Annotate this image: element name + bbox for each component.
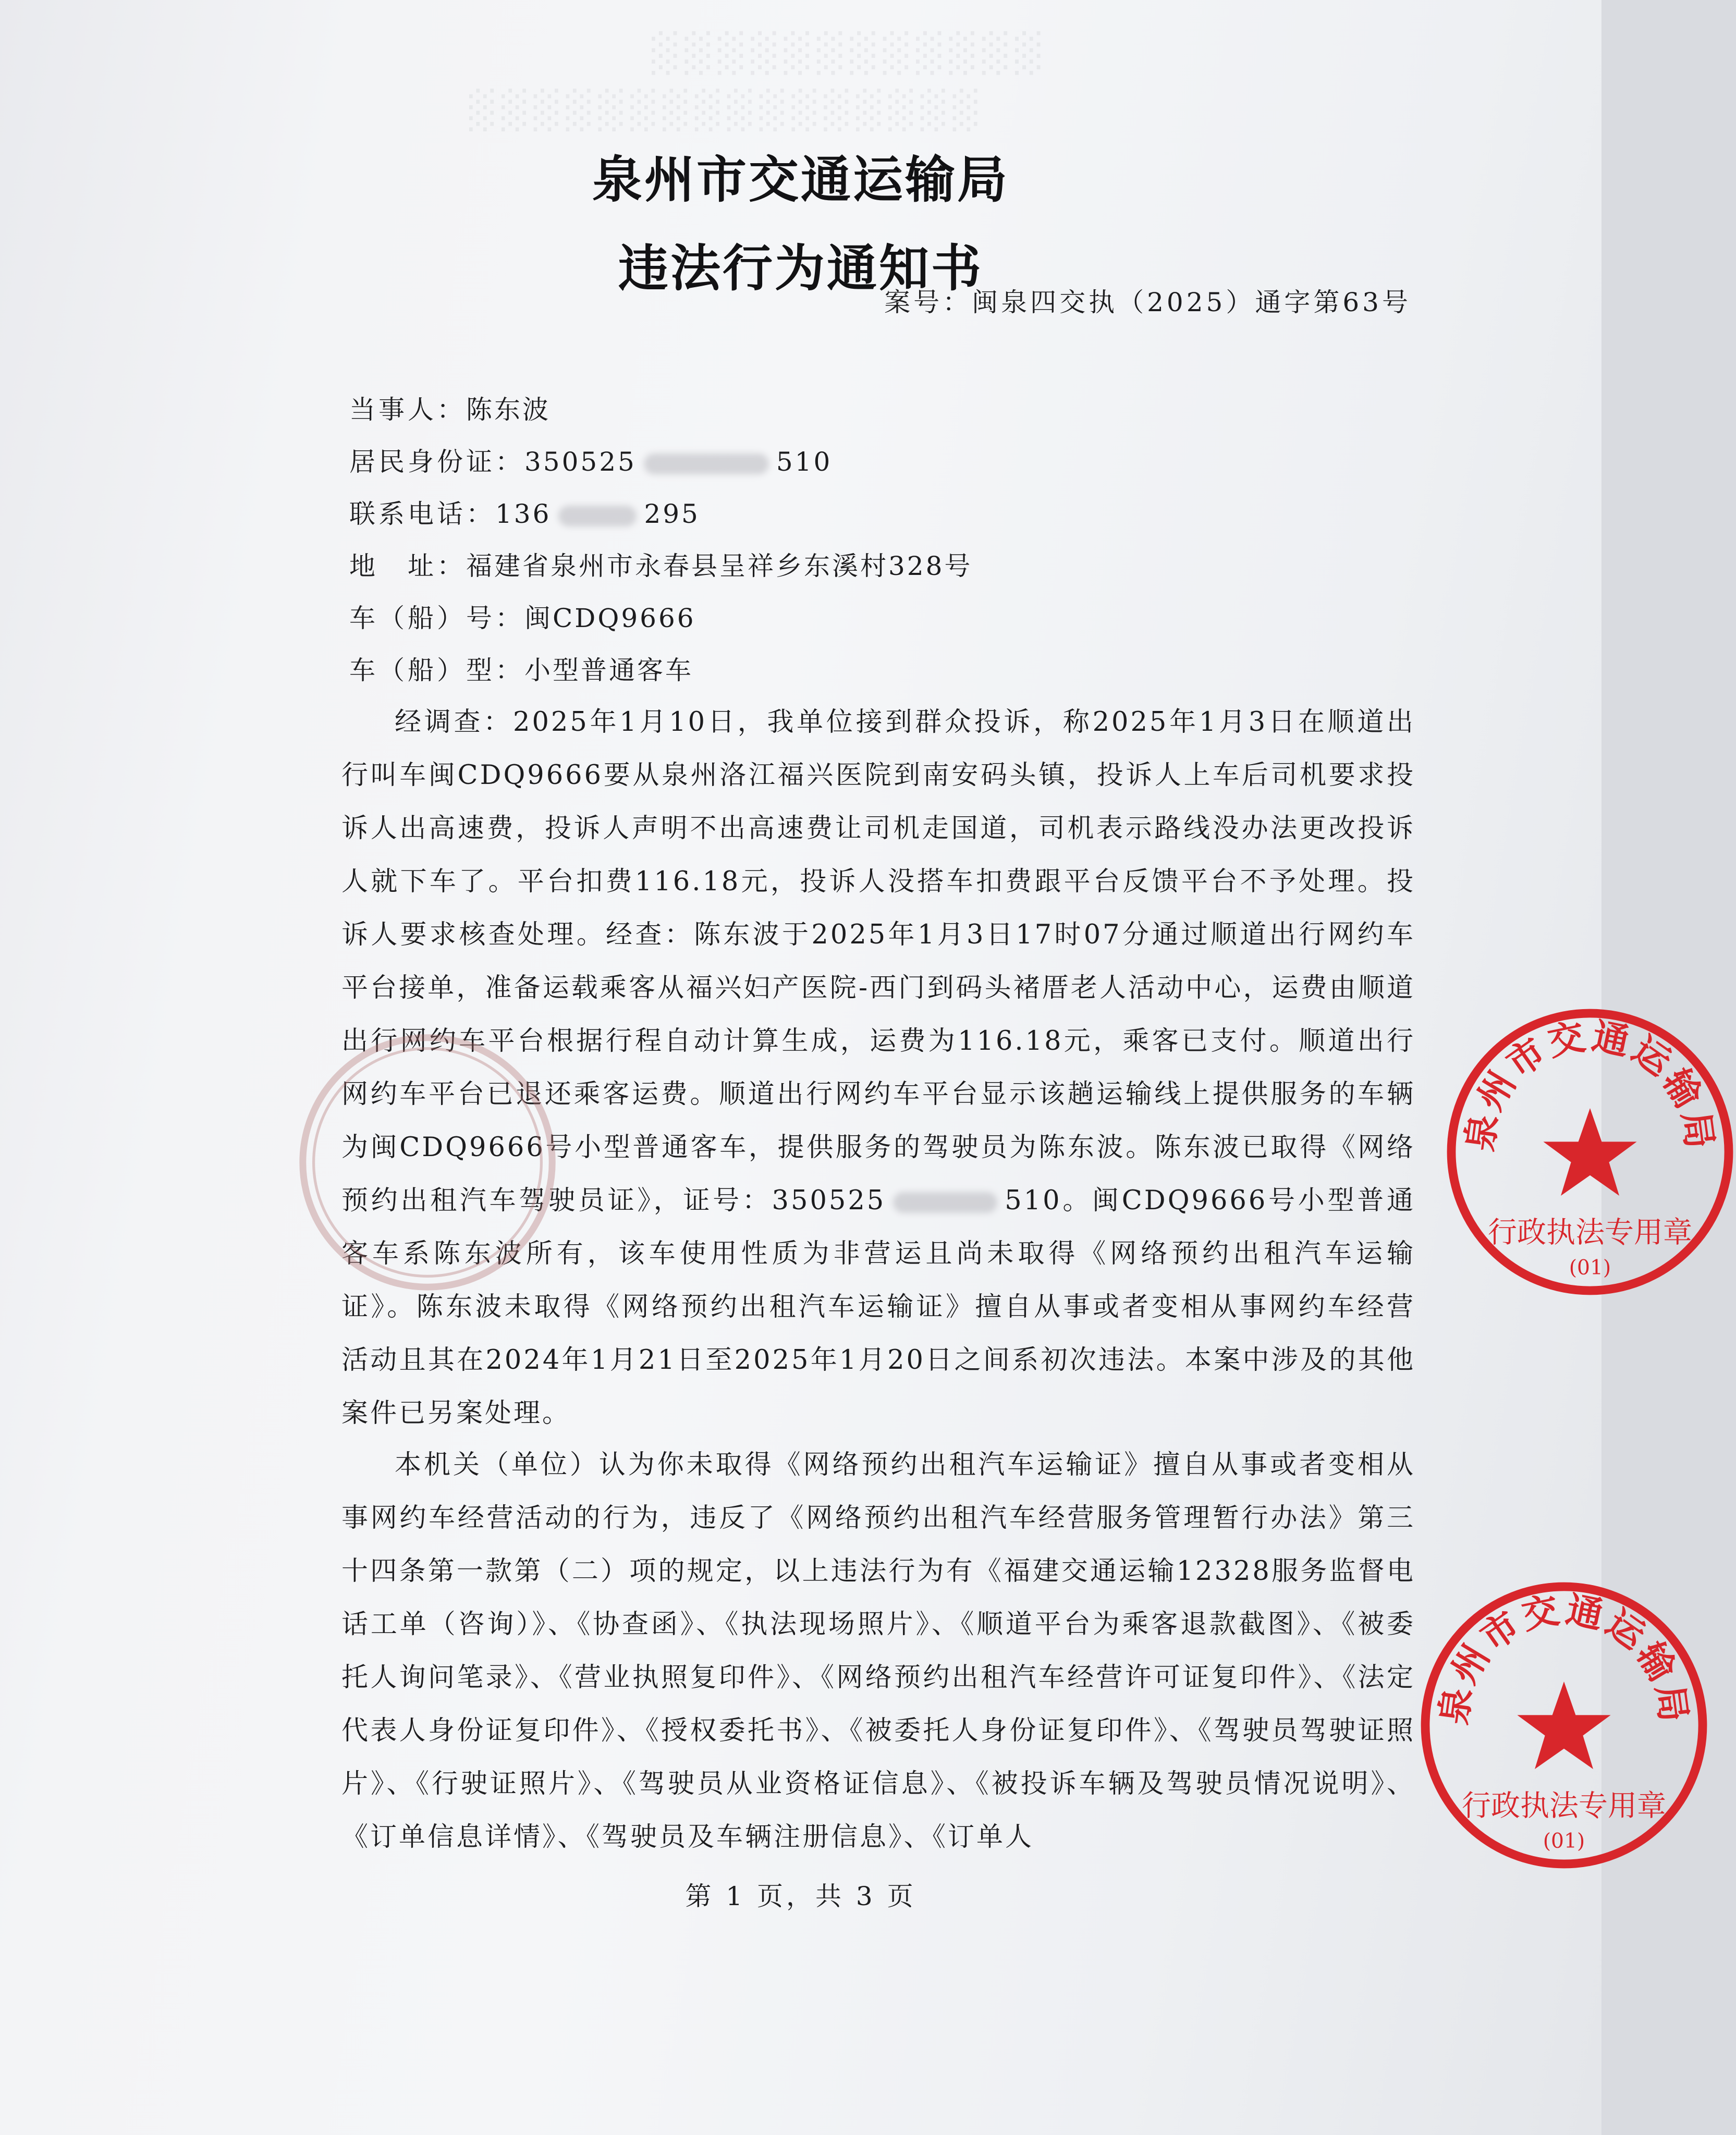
bleed-through-text: ░░░░░░░░░░░░ (652, 31, 1048, 76)
svg-text:(01): (01) (1543, 1830, 1585, 1854)
id-suffix: 510 (776, 447, 833, 477)
field-address (349, 545, 972, 597)
phone-suffix: 295 (644, 499, 700, 529)
redacted-blur (558, 506, 637, 526)
field-vehicle-type (349, 649, 972, 701)
field-value: 闽CDQ9666 (524, 603, 696, 633)
title-line-agency: 泉州市交通运输局 (592, 150, 1009, 209)
svg-text:泉州市交通运输局: 泉州市交通运输局 (1458, 1014, 1722, 1154)
field-id-number (349, 440, 972, 493)
field-value: 陈东波 (466, 395, 551, 425)
official-seal-graphic (1418, 1579, 1710, 1871)
official-seal (1418, 1579, 1710, 1871)
investigation-text-part2: 510。闽CDQ9666号小型普通客车系陈东波所有，该车使用性质为非营运且尚未取得《网络预约出租汽车运输证》。陈东波未取得《网络预约出租汽车运输证》擅自从事或者变相从事网约车经营活动且其在2024年1月21日至2025年1月20日之间系初次违法。本案中涉及的其他案件已另案处理。 (341, 1185, 1415, 1429)
field-party (349, 388, 972, 440)
field-label: 联系电话： (349, 499, 495, 529)
svg-text:泉州市交通运输局: 泉州市交通运输局 (1432, 1587, 1696, 1727)
field-phone (349, 493, 972, 545)
svg-text:行政执法专用章: 行政执法专用章 (1462, 1789, 1666, 1823)
phone-prefix: 136 (495, 499, 552, 529)
faint-seal-impression (292, 1027, 563, 1298)
field-value: 小型普通客车 (524, 655, 693, 685)
field-label: 车（船）型： (349, 655, 524, 685)
redacted-blur (893, 1192, 997, 1213)
field-plate (349, 597, 972, 649)
official-seal (1444, 1006, 1736, 1298)
bleed-through-text: ░░░░░░░░░░░░░░░░ (469, 89, 985, 132)
field-label: 车（船）号： (349, 603, 524, 633)
svg-text:行政执法专用章: 行政执法专用章 (1488, 1216, 1692, 1250)
svg-text:(01): (01) (1569, 1256, 1611, 1280)
redacted-blur (644, 453, 769, 474)
investigation-text-part1: 经调查：2025年1月10日，我单位接到群众投诉，称2025年1月3日在顺道出行叫车闽CDQ9666要从泉州洛江福兴医院到南安码头镇，投诉人上车后司机要求投诉人出高速费，投诉人声明不出高速费让司机走国道，司机表示路线没办法更改投诉人就下车了。平台扣费116.18元，投诉人没搭车扣费跟平台反馈平台不予处理。投诉人要求核查处理。经查：陈东波于2025年1月3日17时07分通过顺道出行网约车平台接单，准备运载乘客从福兴妇产医院-西门到码头褚厝老人活动中心，运费由顺道出行网约车平台根据行程自动计算生成，运费为116.18元，乘客已支付。顺道出行网约车平台已退还乘客运费。顺道出行网约车平台显示该趟运输线上提供服务的车辆为闽CDQ9666号小型普通客车，提供服务的驾驶员为陈东波。陈东波已取得《网络预约出租汽车驾驶员证》，证号：350525 (341, 707, 1415, 1216)
field-label: 居民身份证： (349, 447, 524, 477)
official-seal-graphic (1444, 1006, 1736, 1298)
title-line-doctype: 违法行为通知书 (618, 239, 983, 298)
page-number: 第 1 页，共 3 页 (685, 1881, 916, 1911)
id-prefix: 350525 (524, 447, 637, 477)
field-label: 当事人： (349, 395, 466, 425)
finding-paragraph (341, 1439, 1415, 1864)
party-info (349, 388, 972, 701)
case-number: 案号：闽泉四交执（2025）通字第63号 (884, 287, 1411, 317)
finding-text: 本机关（单位）认为你未取得《网络预约出租汽车运输证》擅自从事或者变相从事网约车经营活动的行为，违反了《网络预约出租汽车经营服务管理暂行办法》第三十四条第一款第（二）项的规定，以上违法行为有《福建交通运输12328服务监督电话工单（咨询）》、《协查函》、《执法现场照片》、《顺道平台为乘客退款截图》、《被委托人询问笔录》、《营业执照复印件》、《网络预约出租汽车经营许可证复印件》、《法定代表人身份证复印件》、《授权委托书》、《被委托人身份证复印件》、《驾驶员驾驶证照片》、《行驶证照片》、《驾驶员从业资格证信息》、《被投诉车辆及驾驶员情况说明》、《订单信息详情》、《驾驶员及车辆注册信息》、《订单人 (341, 1450, 1415, 1852)
field-label: 地 址： (349, 551, 466, 581)
field-value: 福建省泉州市永春县呈祥乡东溪村328号 (466, 551, 973, 581)
